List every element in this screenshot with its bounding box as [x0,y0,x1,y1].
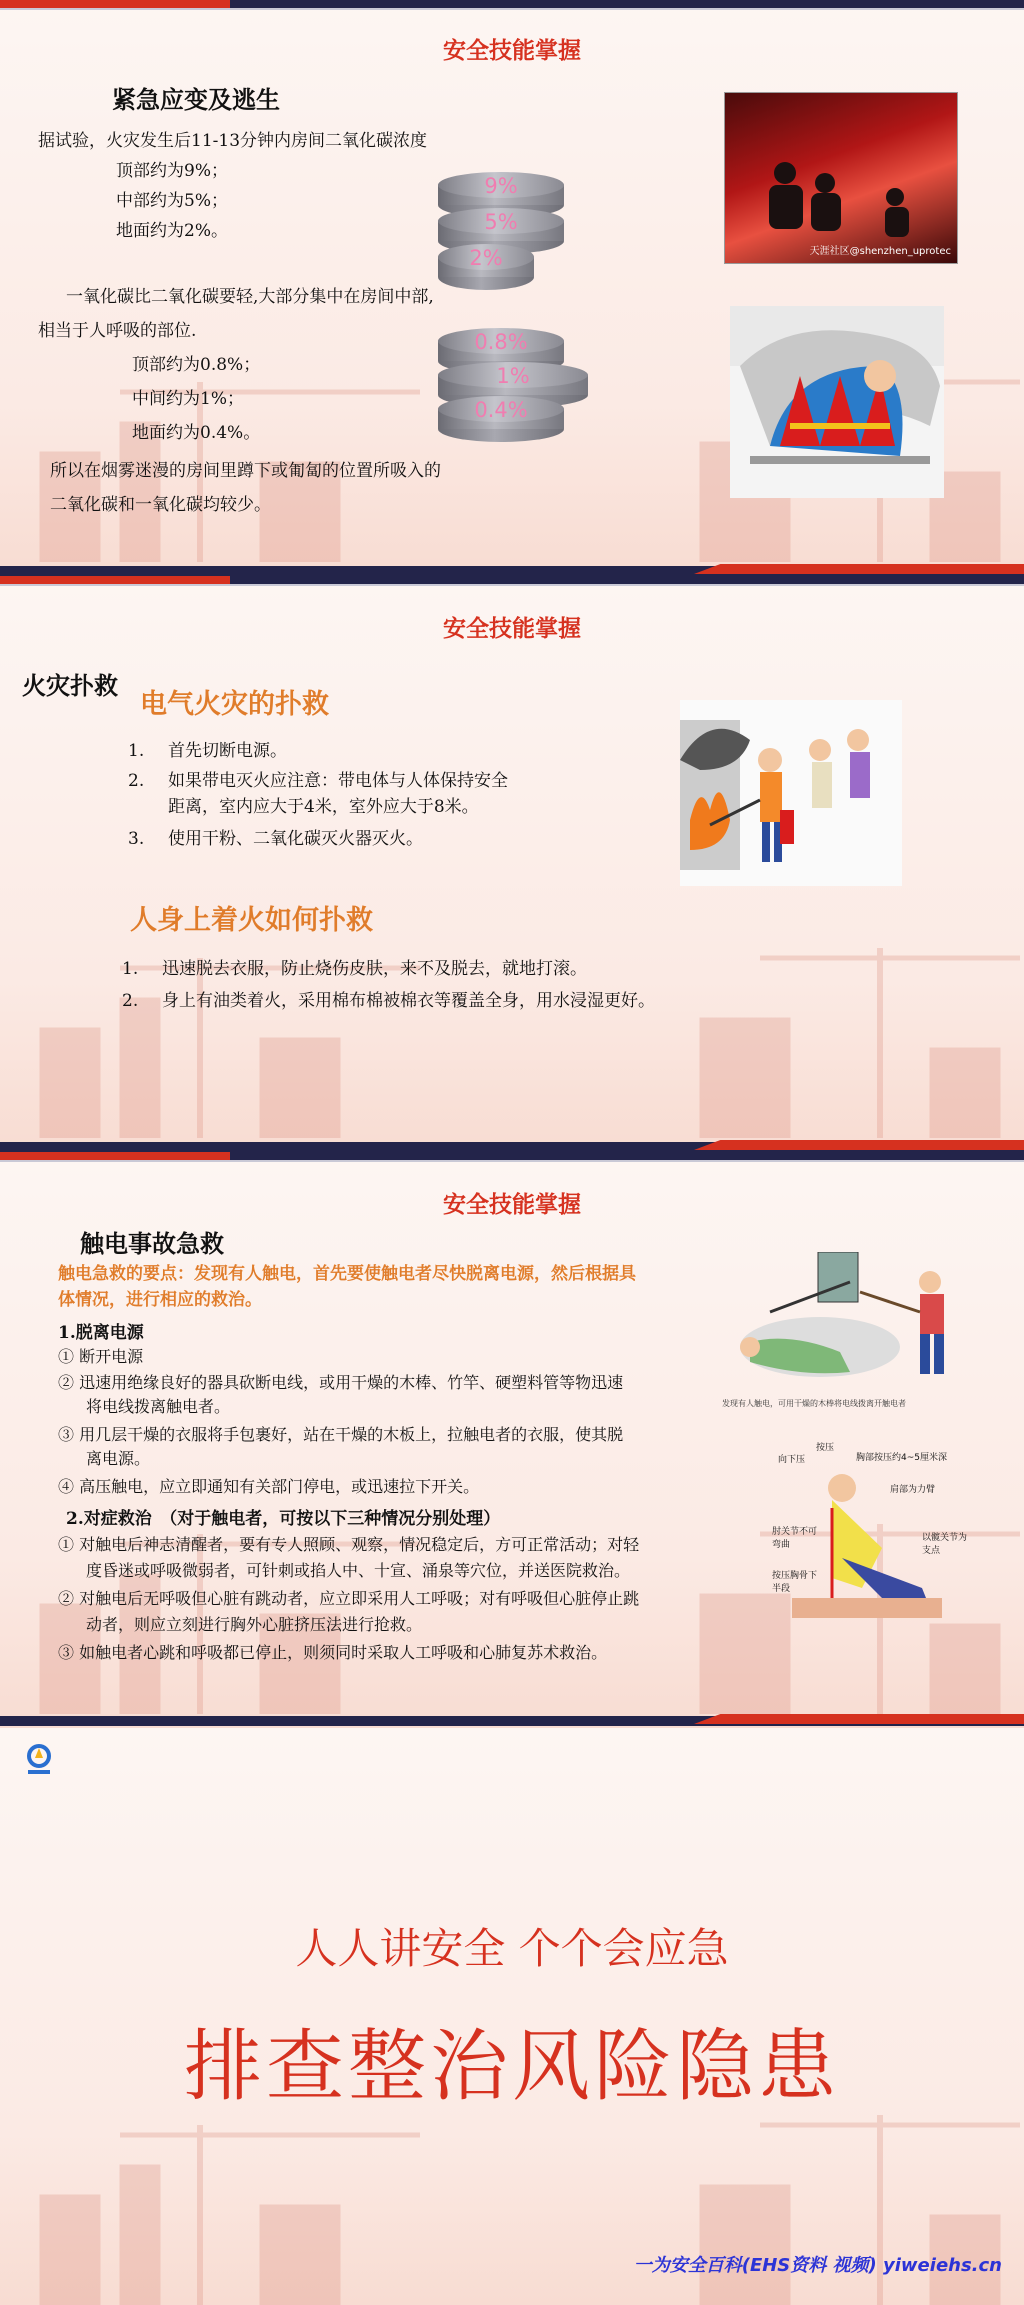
slide-header: 安全技能掌握 [443,1191,581,1218]
co-row-top: 顶部约为0.8%； [132,355,261,375]
cpr-label-shoulder: 肩部为力臂 [890,1485,936,1495]
electric-item-3: 3. 使用干粉、二氧化碳灭火器灭火。 [128,829,423,849]
sec2-item-2: ② 对触电后无呼吸但心脏有跳动者，应立即采用人工呼吸；对有呼吸但心脏停止跳 [58,1589,640,1608]
photo-caption: 天涯社区@shenzhen_uprotec [809,246,951,257]
cpr-label-elbow: 肘关节不可弯曲 [772,1527,818,1550]
electric-item-2: 2. 如果带电灭火应注意：带电体与人体保持安全 [128,771,508,791]
co-row-middle: 中间约为1%； [132,389,244,409]
co2-row-floor: 地面约为2%。 [116,221,228,241]
key-points-line1: 触电急救的要点：发现有人触电，首先要使触电者尽快脱离电源，然后根据具 [58,1264,636,1284]
bottom-bar [0,1138,1024,1152]
sec1-item-4: ④ 高压触电，应立即通知有关部门停电，或迅速拉下开关。 [58,1477,480,1496]
shock-victim-icon [730,1252,964,1402]
slide-header: 安全技能掌握 [443,615,581,642]
electric-item-1: 1. 首先切断电源。 [128,741,287,761]
body-fire-item-2: 2. 身上有油类着火，采用棉布棉被棉衣等覆盖全身，用水浸湿更好。 [122,991,655,1011]
co2-disc-top: 9% [438,172,564,216]
co-disc-floor: 0.4% [438,396,564,440]
co2-row-top: 顶部约为9%； [116,161,228,181]
co2-disc-floor: 2% [438,244,534,288]
cpr-label-depth: 胸部按压约4~5厘米深 [856,1453,947,1463]
slogan-text: 人人讲安全 个个会应急 [295,1924,729,1973]
co-text-line1: 一氧化碳比二氧化碳要轻,大部分集中在房间中部, [66,287,434,307]
slide-electric-shock-rescue [0,1152,1024,1728]
co-row-floor: 地面约为0.4%。 [132,423,261,443]
escaping-people-icon [725,93,957,263]
slide-fire-fighting [0,576,1024,1152]
sec2-item-3: ③ 如触电者心跳和呼吸都已停止，则须同时采取人工呼吸和心肺复苏术救治。 [58,1643,608,1662]
electric-item-2-cont: 距离，室内应大于4米，室外应大于8米。 [168,797,479,817]
smoke-escape-photo [724,92,958,264]
co2-disc-middle: 5% [438,208,564,252]
blanket-person-icon [730,306,944,498]
slide-subtitle: 紧急应变及逃生 [112,85,280,114]
section-symptomatic-treatment: 2.对症救治 （对于触电者，可按以下三种情况分别处理） [66,1509,501,1529]
slide-slogan [0,1728,1024,2305]
cpr-label-hip-pivot: 以髋关节为支点 [922,1533,968,1556]
crawling-under-blanket-illustration [730,306,944,498]
sec1-item-3-cont: 离电源。 [86,1449,151,1468]
conclusion-line2: 二氧化碳和一氧化碳均较少。 [50,495,271,515]
section-title: 火灾扑救 [22,671,118,700]
shock-rescue-illustration [722,1252,964,1422]
sec1-item-1: ① 断开电源 [58,1347,144,1366]
sec1-item-2-cont: 将电线拨离触电者。 [86,1397,231,1416]
bottom-bar [0,1712,1024,1726]
body-fire-item-1: 1. 迅速脱去衣服，防止烧伤皮肤，来不及脱去，就地打滚。 [122,959,587,979]
top-bar [0,1152,1024,1166]
electric-fire-illustration [680,700,902,886]
cpr-label-press: 按压 [816,1443,835,1453]
cpr-illustration [772,1438,972,1628]
slide-emergency-escape [0,0,1024,576]
body-fire-title: 人身上着火如何扑救 [130,905,373,936]
slide-header: 安全技能掌握 [443,37,581,64]
sec2-item-2-cont: 动者，则应立刻进行胸外心脏挤压法进行抢救。 [86,1615,423,1634]
co-text-line2: 相当于人呼吸的部位. [38,321,197,341]
footer-link[interactable]: 一为安全百科(EHS资料 视频) yiweiehs.cn [633,2255,1002,2276]
sec1-item-3: ③ 用几层干燥的衣服将手包裹好，站在干燥的木板上，拉触电者的衣服，使其脱 [58,1425,624,1444]
cpr-label-push-down: 向下压 [778,1455,806,1465]
conclusion-line1: 所以在烟雾迷漫的房间里蹲下或匍匐的位置所吸入的 [50,461,441,481]
co-disc-middle: 1% [438,362,588,406]
cpr-label-sternum: 按压胸骨下半段 [772,1571,818,1594]
sec2-item-1: ① 对触电后神志清醒者，要有专人照顾、观察，情况稳定后，方可正常活动；对轻 [58,1535,640,1554]
intro-text: 据试验，火灾发生后11-13分钟内房间二氧化碳浓度 [38,131,428,151]
logo-icon [26,1744,52,1778]
top-bar [0,0,1024,14]
sec2-item-1-cont: 度昏迷或呼吸微弱者，可针刺或掐人中、十宣、涌泉等穴位，并送医院救治。 [86,1561,631,1580]
electric-fire-title: 电气火灾的扑救 [140,689,329,720]
slide-subtitle: 触电事故急救 [80,1229,224,1258]
shock-illustration-caption: 发现有人触电，可用干燥的木棒将电线拨离开触电者 [722,1399,906,1408]
key-points-line2: 体情况，进行相应的救治。 [58,1290,262,1310]
main-title: 排查整治风险隐患 [183,2022,840,2112]
top-bar [0,576,1024,590]
extinguisher-people-icon [680,700,902,886]
co-disc-top: 0.8% [438,328,564,372]
sec1-item-2: ② 迅速用绝缘良好的器具砍断电线，或用干燥的木棒、竹竿、硬塑料管等物迅速 [58,1373,624,1392]
section-remove-power: 1.脱离电源 [58,1323,144,1343]
co2-row-middle: 中部约为5%； [116,191,228,211]
bottom-bar [0,562,1024,576]
